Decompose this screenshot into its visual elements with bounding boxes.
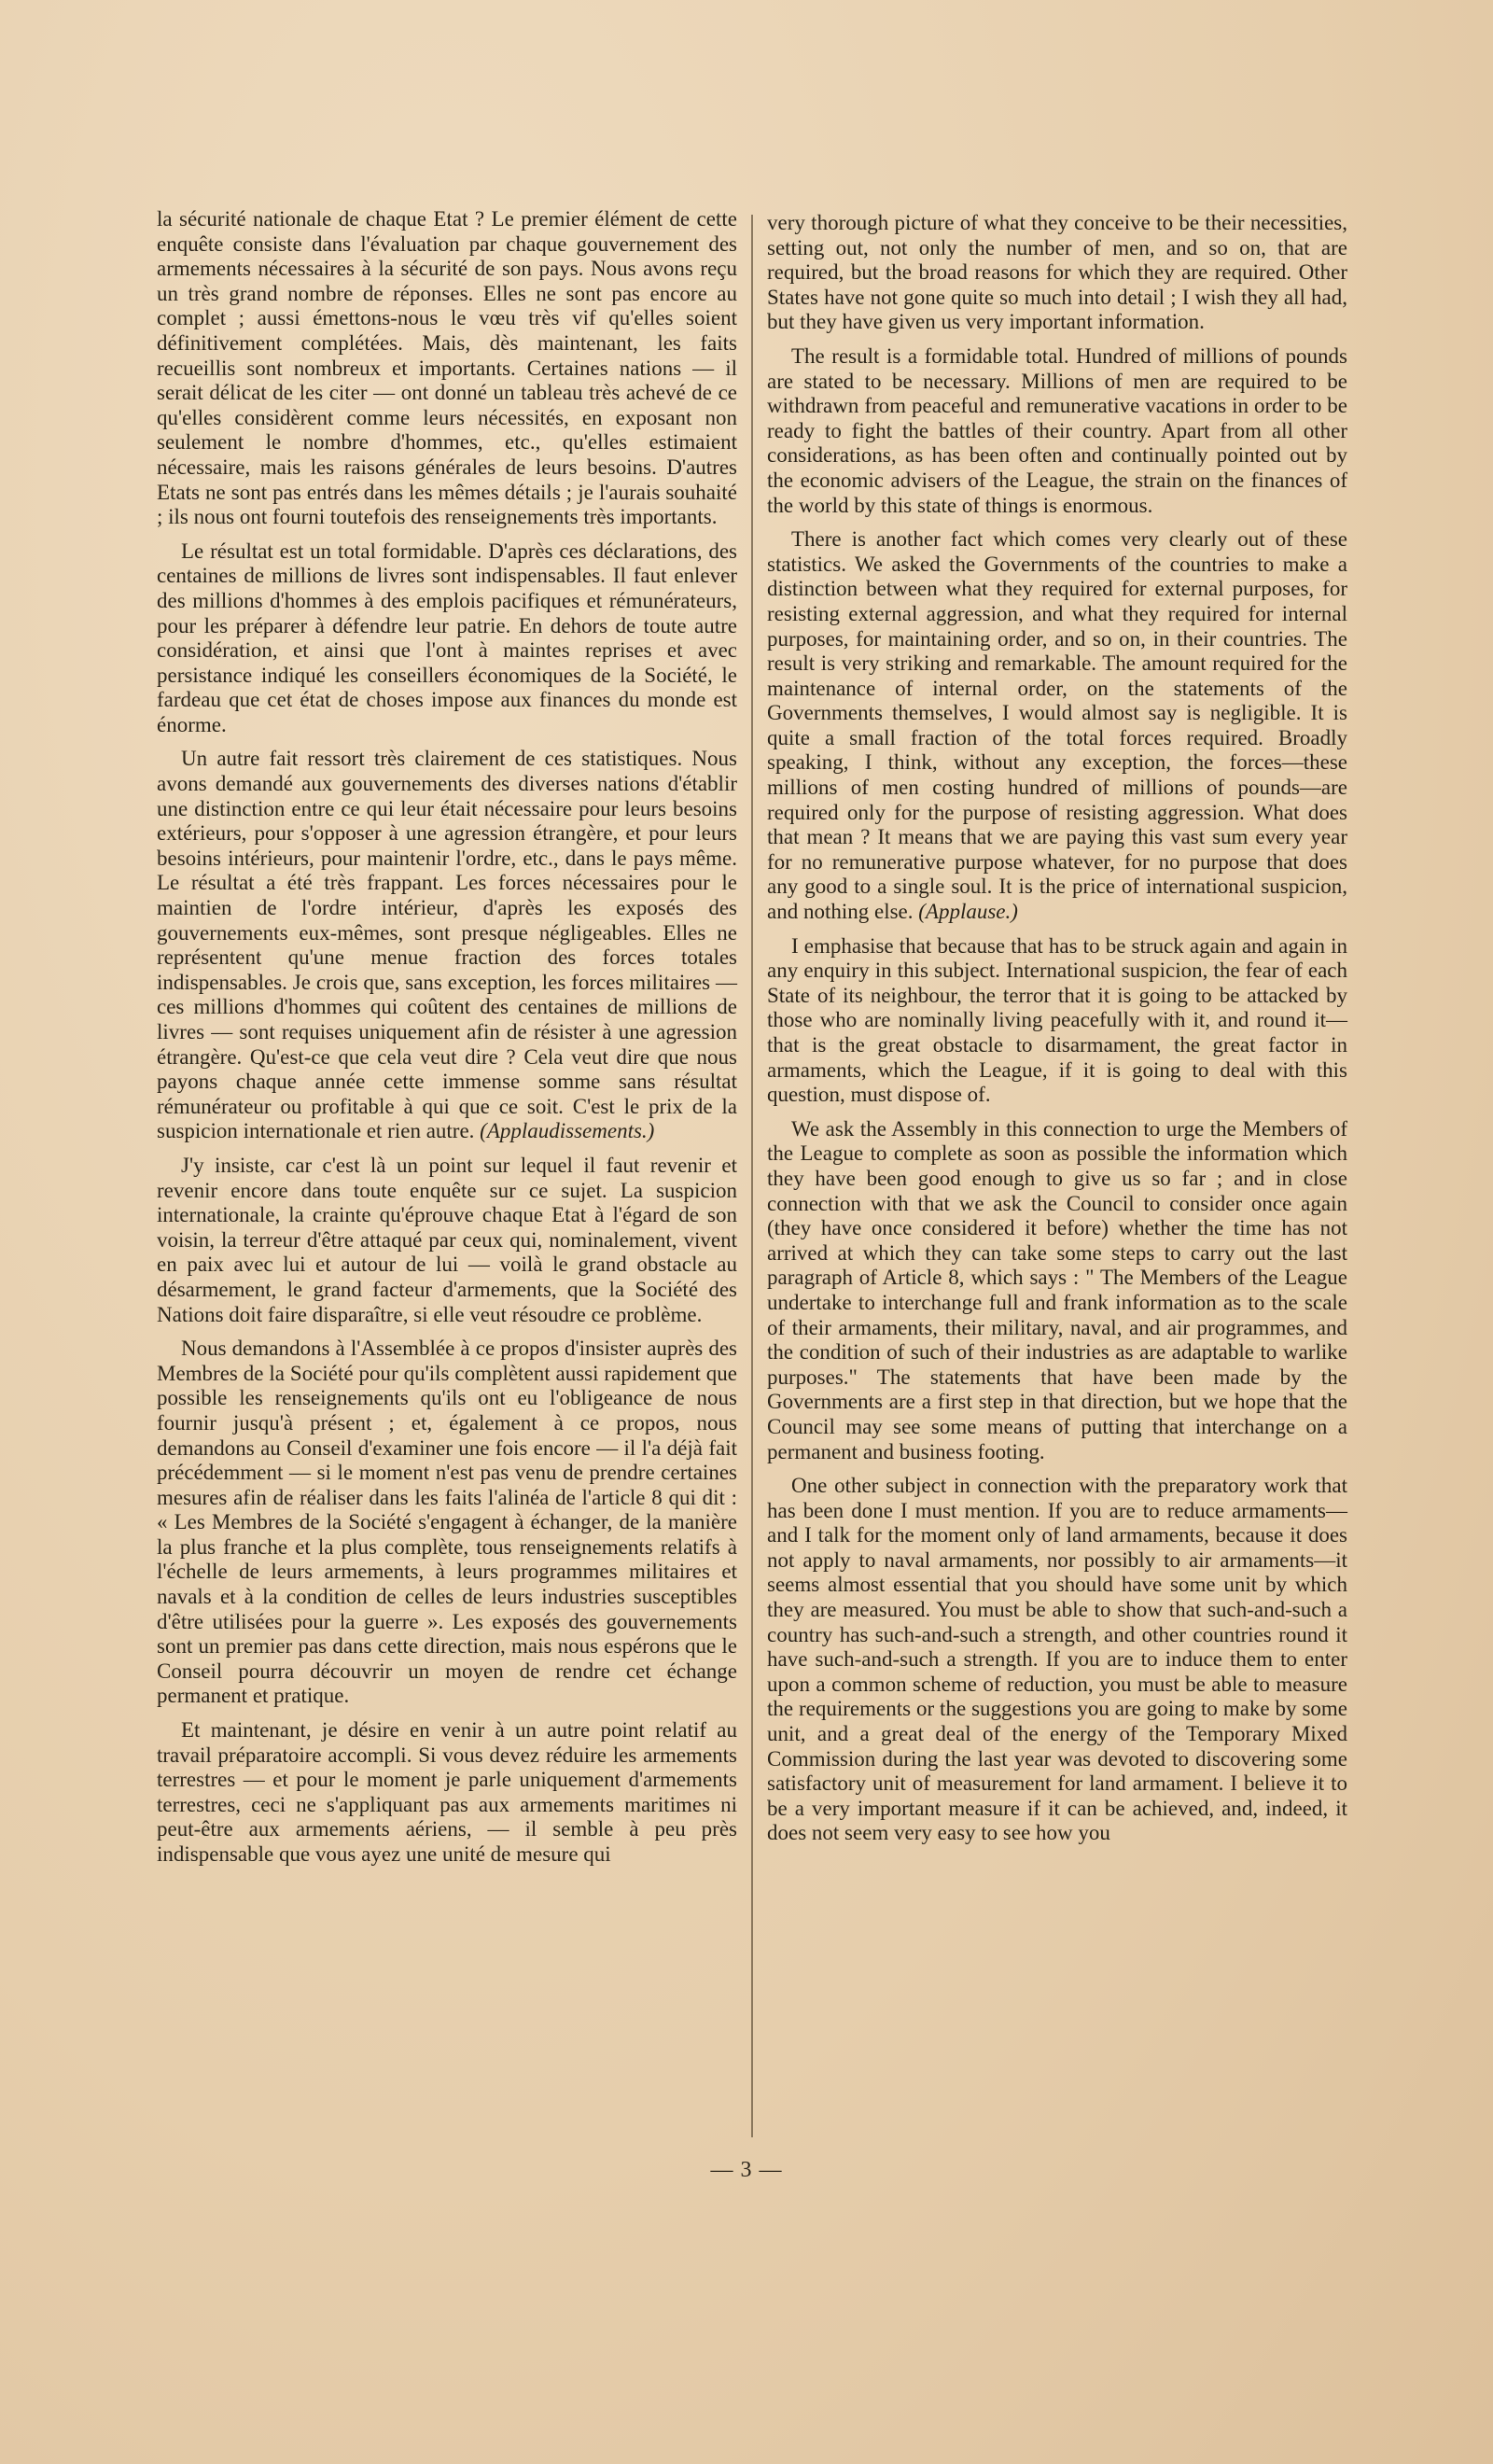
paragraph: I emphasise that because that has to be struck again and again in any enquiry in this subject. International suspicion, the fear of each State of its neighbour, the terror that it is going to be attacked by those who are nominally living peacefully with it, and round it—that is the great obstacle to disarmament, the great factor in armaments, which the League, if it is going to deal with this question, must dispose of. xyxy=(767,933,1347,1107)
paragraph: We ask the Assembly in this connection to urge the Members of the League to complete as soon as possible the information which they have been good enough to give us so far ; and in close connection with that we ask the Council to consider once again (they have once considered it before) whether the time has not arrived at which they can take some steps to carry out the last paragraph of Article 8, which says : " The Members of the League undertake to interchange full and frank information as to the scale of their armaments, their military, naval, and air programmes, and the condition of such of their industries as are adaptable to warlike purposes." The statements that have been made by the Governments are a first step in that direction, but we hope that the Council may see some means of putting that interchange on a permanent and business footing. xyxy=(767,1116,1347,1463)
applause-note: (Applaudissements.) xyxy=(480,1119,655,1143)
page-number: — 3 — xyxy=(710,2158,783,2182)
applause-note: (Applause.) xyxy=(918,900,1018,924)
paragraph: la sécurité nationale de chaque Etat ? Le premier élément de cette enquête consiste dans l'évaluation par chaque gouvernement des armements nécessaires à la sécurité de son pays. Nous avons reçu un très grand nombre de réponses. Elles ne sont pas encore au complet ; aussi émettons-nous le vœu très vif qu'elles soient définitivement complétées. Mais, dès maintenant, les faits recueillis sont nombreux et importants. Certaines nations — il serait délicat de les citer — ont donné un tableau très achevé de ce qu'elles considèrent comme leurs nécessités, en exposant non seulement le nombre d'hommes, etc., qu'elles estimaient nécessaire, mais les raisons générales de leurs besoins. D'autres Etats ne sont pas entrés dans les mêmes détails ; je l'aurais souhaité ; ils nous ont fourni toutefois des renseignements très importants. xyxy=(157,207,737,529)
paragraph: very thorough picture of what they conceive to be their necessities, setting out, not only the number of men, and so on, that are required, but the broad reasons for which they are required. Other States have not gone quite so much into detail ; I wish they all had, but they have given us very important information. xyxy=(767,211,1347,334)
column-divider xyxy=(751,215,753,2137)
paragraph: Le résultat est un total formidable. D'après ces déclarations, des centaines de millions de livres sont indispensables. Il faut enlever des millions d'hommes à des emplois pacifiques et rémunérateurs, pour les préparer à défendre leur patrie. En dehors de toute autre considération, et ainsi que l'ont à maintes reprises et avec persistance indiqué les conseillers économiques de la Société, le fardeau que cet état de choses impose aux finances du monde est énorme. xyxy=(157,539,737,736)
paragraph: One other subject in connection with the preparatory work that has been done I must mention. If you are to reduce armaments—and I talk for the moment only of land armaments, because it does not apply to naval armaments, nor possibly to air armaments—it seems almost essential that you should have some unit by which they are measured. You must be able to show that such-and-such a country has such-and-such a strength, and other countries round it have such-and-such a strength. If you are to induce them to enter upon a common scheme of reduction, you must be able to measure the requirements or the suggestions you are going to make by some unit, and a great deal of the energy of the Temporary Mixed Commission during the last year was devoted to discovering some satisfactory unit of measurement for land armament. I believe it to be a very important measure if it can be achieved, and, indeed, it does not seem very easy to see how you xyxy=(767,1474,1347,1845)
paragraph: The result is a formidable total. Hundred of millions of pounds are stated to be necessary. Millions of men are required to be withdrawn from peaceful and remunerative vacations in order to be ready to fight the battles of their country. Apart from all other considerations, as has been often and continually pointed out by the economic advisers of the League, the strain on the finances of the world by this state of things is enormous. xyxy=(767,343,1347,517)
french-column xyxy=(157,207,737,1877)
paragraph: J'y insiste, car c'est là un point sur lequel il faut revenir et revenir encore dans toute enquête sur ce sujet. La suspicion internationale, la crainte qu'éprouve chaque Etat à l'égard de son voisin, la terreur d'être attaqué par ceux qui, nominalement, vivent en paix avec lui et autour de lui — voilà le grand obstacle au désarmement, le grand facteur d'armements, que la Société des Nations doit faire disparaître, si elle veut résoudre ce problème. xyxy=(157,1153,737,1326)
english-column xyxy=(767,211,1347,1855)
paragraph: Nous demandons à l'Assemblée à ce propos d'insister auprès des Membres de la Société pour qu'ils complètent aussi rapidement que possible les renseignements qu'ils ont eu l'obligeance de nous fournir jusqu'à présent ; et, également à ce propos, nous demandons au Conseil d'examiner une fois encore — il l'a déjà fait précédemment — si le moment n'est pas venu de prendre certaines mesures afin de réaliser dans les faits l'alinéa de l'article 8 qui dit : « Les Membres de la Société s'engagent à échanger, de la manière la plus franche et la plus complète, tous renseignements relatifs à l'échelle de leurs armements, à leurs programmes militaires et navals et à la condition de celles de leurs industries susceptibles d'être utilisées pour la guerre ». Les exposés des gouvernements sont un premier pas dans cette direction, mais nous espérons que le Conseil pourra découvrir un moyen de rendre cet échange permanent et pratique. xyxy=(157,1337,737,1708)
paragraph xyxy=(767,527,1347,925)
paragraph-text: Un autre fait ressort très clairement de ces statistiques. Nous avons demandé aux gouvernements des diverses nations d'établir une distinction entre ce qui leur était nécessaire pour leurs besoins extérieurs, pour s'opposer à une agression étrangère, et pour leurs besoins intérieurs, pour maintenir l'ordre, etc., dans le pays même. Le résultat a été très frappant. Les forces nécessaires pour le maintien de l'ordre intérieur, d'après les exposés des gouvernements eux-mêmes, sont presque négligeables. Elles ne représentent qu'une menue fraction des forces totales indispensables. Je crois que, sans exception, les forces militaires — ces millions d'hommes qui coûtent des centaines de millions de livres — sont requises uniquement afin de résister à une agression étrangère. Qu'est-ce que cela veut dire ? Cela veut dire que nous payons chaque année cette immense somme sans résultat rémunérateur ou profitable à qui que ce soit. C'est le prix de la suspicion internationale et rien autre. xyxy=(157,747,737,1143)
paragraph-text: There is another fact which comes very clearly out of these statistics. We asked the Governments of the countries to make a distinction between what they required for external purposes, for resisting external aggression, and what they required for internal purposes, for maintaining order, and so on, in their countries. The result is very striking and remarkable. The amount required for the maintenance of internal order, on the statements of the Governments themselves, I would almost say is negligible. It is quite a small fraction of the total forces required. Broadly speaking, I think, without any exception, the forces—these millions of men costing hundred of millions of pounds—are required only for the purpose of resisting aggression. What does that mean ? It means that we are paying this vast sum every year for no remunerative purpose whatever, for no purpose that does any good to a single soul. It is the price of international suspicion, and nothing else. xyxy=(767,527,1347,924)
paragraph xyxy=(157,747,737,1144)
paragraph: Et maintenant, je désire en venir à un autre point relatif au travail préparatoire accompli. Si vous devez réduire les armements terrestres — et pour le moment je parle uniquement d'armements terrestres, ceci ne s'appliquant pas aux armements maritimes ni peut-être aux armements aériens, — il semble à peu près indispensable que vous ayez une unité de mesure qui xyxy=(157,1718,737,1866)
